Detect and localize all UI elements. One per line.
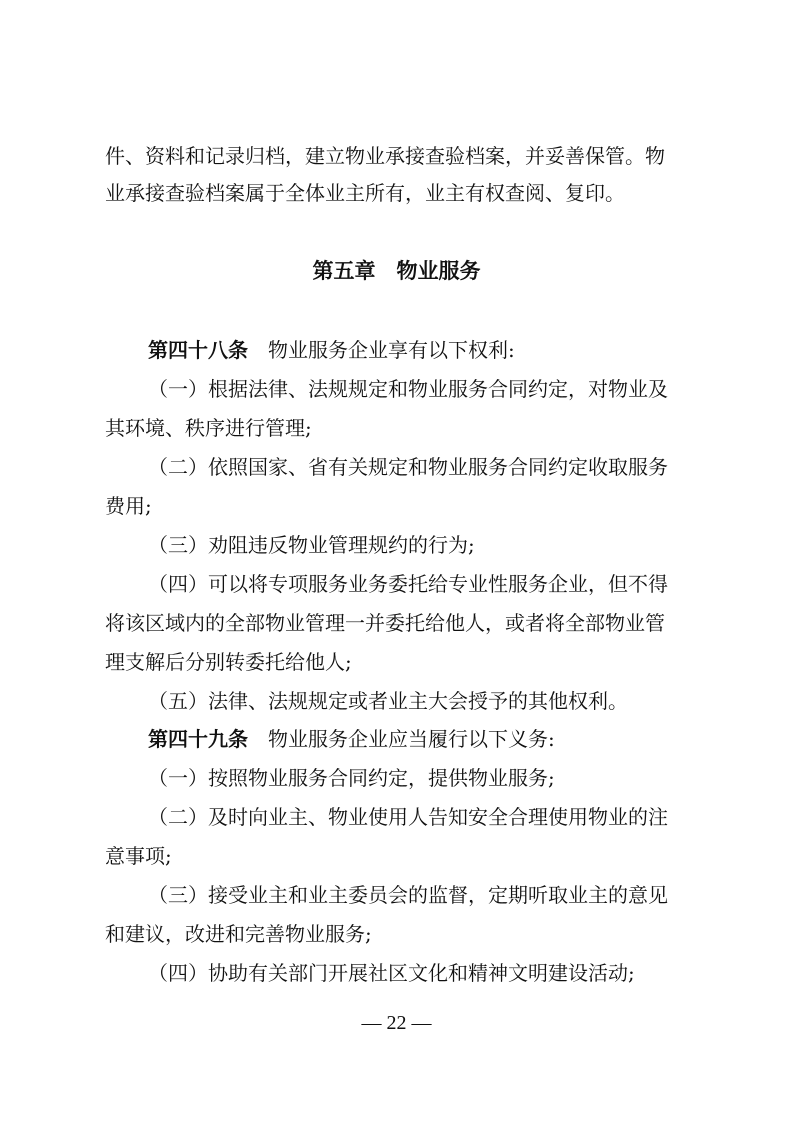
article-48-item-4-line-2: 将该区域内的全部物业管理一并委托给他人，或者将全部物业管 [105,611,665,635]
article-49-item-2-line-2: 意事项; [105,844,172,868]
page-number: — 22 — [361,1012,432,1034]
article-49-item-3-line-1: （三）接受业主和业主委员会的监督，定期听取业主的意见 [148,883,668,907]
article-48-item-1-line-2: 其环境、秩序进行管理; [105,416,312,440]
article-48-item-5-line-1: （五）法律、法规规定或者业主大会授予的其他权利。 [148,689,628,713]
intro-line-2: 业承接查验档案属于全体业主所有，业主有权查阅、复印。 [105,181,625,205]
article-49-intro [0,727,793,751]
article-48-item-3-line-1: （三）劝阻违反物业管理规约的行为; [148,533,475,557]
article-49-item-2-line-1: （二）及时向业主、物业使用人告知安全合理使用物业的注 [148,805,668,829]
article-48-item-4-line-1: （四）可以将专项服务业务委托给专业性服务企业，但不得 [148,572,668,596]
chapter-title: 第五章 物业服务 [312,259,481,283]
article-49-item-1-line-1: （一）按照物业服务合同约定，提供物业服务; [148,766,555,790]
article-48-heading: 第四十八条 [148,338,248,362]
article-48-item-2-line-1: （二）依照国家、省有关规定和物业服务合同约定收取服务 [148,455,668,479]
article-48-item-2-line-2: 费用; [105,494,152,518]
article-48-text: 物业服务企业享有以下权利: [248,338,515,362]
article-49-heading: 第四十九条 [148,727,248,751]
article-49-item-3-line-2: 和建议，改进和完善物业服务; [105,922,372,946]
article-48-item-1-line-1: （一）根据法律、法规规定和物业服务合同约定，对物业及 [148,377,668,401]
article-49-item-4-line-1: （四）协助有关部门开展社区文化和精神文明建设活动; [148,961,635,985]
intro-line-1: 件、资料和记录归档，建立物业承接查验档案，并妥善保管。物 [105,144,665,168]
article-48-intro [0,338,793,362]
article-49-text: 物业服务企业应当履行以下义务: [248,727,555,751]
article-48-item-4-line-3: 理支解后分别转委托给他人; [105,650,352,674]
